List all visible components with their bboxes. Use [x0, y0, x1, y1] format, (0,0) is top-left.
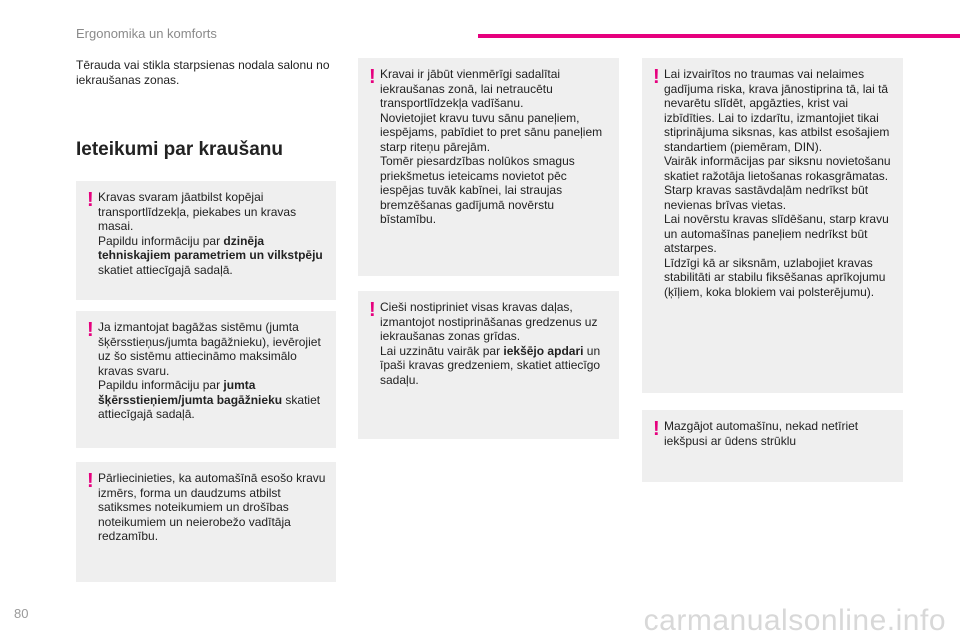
warning-icon: ! [653, 418, 660, 440]
paragraph: Pārliecinieties, ka automašīnā esošo kravu izmērs, forma un daudzums atbilst satiksmes noteikumiem un drošības noteikumiem un neierobežo vadītāja redzamību. [98, 471, 326, 543]
warning-icon: ! [653, 66, 660, 88]
paragraph: Papildu informāciju par dzinēja tehniskajiem parametriem un vilkstpēju skatiet attiecīgajā sadaļā. [98, 233, 323, 277]
warning-text [664, 419, 897, 448]
paragraph: Starp kravas sastāvdaļām nedrīkst būt nevienas brīvas vietas. [664, 183, 869, 212]
warning-box-roof [76, 311, 336, 448]
warning-box-securing [642, 58, 903, 393]
paragraph: Vairāk informācijas par siksnu novietošanu skatiet ražotāja lietošanas rokasgrāmatas. [664, 154, 891, 183]
warning-text [98, 320, 330, 422]
warning-icon: ! [87, 189, 94, 211]
paragraph: Mazgājot automašīnu, nekad netīriet iekšpusi ar ūdens strūklu [664, 419, 859, 448]
warning-text [98, 190, 330, 277]
warning-box-washing [642, 410, 903, 482]
reference-link-text: iekšējo apdari [503, 343, 584, 358]
warning-text [380, 67, 613, 227]
paragraph: Cieši nostipriniet visas kravas daļas, izmantojot nostiprināšanas gredzenus uz iekraušanas zonas grīdas. [380, 300, 598, 343]
warning-box-weight [76, 181, 336, 300]
section-heading: Ieteikumi par kraušanu [76, 139, 283, 160]
warning-icon: ! [369, 66, 376, 88]
warning-box-visibility [76, 462, 336, 582]
chapter-accent-bar [478, 34, 960, 38]
warning-icon: ! [87, 470, 94, 492]
warning-icon: ! [369, 299, 376, 321]
warning-icon: ! [87, 319, 94, 341]
paragraph: Ja izmantojat bagāžas sistēmu (jumta šķērsstieņus/jumta bagāžnieku), ievērojiet uz šo sistēmu attiecināmo maksimālo kravas svaru. [98, 320, 321, 378]
warning-text [380, 300, 613, 387]
paragraph: Lai izvairītos no traumas vai nelaimes gadījuma riska, krava jānostiprina tā, lai tā nevarētu slīdēt, apgāzties, krist vai izbīdīties. Lai to izdarītu, izmantojiet tikai stiprinājuma siksnas, kas atbilst esošajiem standartiem (piemēram, DIN). [664, 67, 890, 154]
warning-text [664, 67, 897, 299]
paragraph: Tomēr piesardzības nolūkos smagus priekšmetus ieteicams novietot pēc iespējas tuvāk kabīnei, lai straujas bremzēšanas gadījumā novērstu bīstamību. [380, 154, 575, 226]
paragraph: Novietojiet kravu tuvu sānu paneļiem, iespējams, pabīdiet to pret sānu paneļiem starp riteņu pārejām. [380, 110, 603, 154]
paragraph: Kravas svaram jāatbilst kopējai transportlīdzekļa, piekabes un kravas masai. [98, 190, 297, 233]
intro-paragraph: Tērauda vai stikla starpsienas nodala salonu no iekraušanas zonas. [76, 58, 330, 87]
paragraph: Papildu informāciju par jumta šķērsstieņiem/jumta bagāžnieku skatiet attiecīgajā sadaļā. [98, 378, 321, 421]
paragraph: Kravai ir jābūt vienmērīgi sadalītai iekraušanas zonā, lai netraucētu transportlīdzekļa vadīšanu. [380, 67, 561, 110]
reference-link-text: dzinēja tehniskajiem parametriem un vilkstpēju [98, 233, 323, 262]
paragraph: Līdzīgi kā ar siksnām, uzlabojiet kravas stabilitāti ar stabilu fiksēšanas aprīkojumu (ķīļiem, koka blokiem vai polsterējumu). [664, 255, 886, 299]
watermark: carmanualsonline.info [643, 604, 946, 637]
paragraph: Lai uzzinātu vairāk par iekšējo apdari un īpaši kravas gredzeniem, skatiet attiecīgo sadaļu. [380, 343, 601, 387]
page-number: 80 [14, 606, 29, 621]
warning-box-rings [358, 291, 619, 439]
paragraph: Lai novērstu kravas slīdēšanu, starp kravu un automašīnas paneļiem nedrīkst būt atstarpes. [664, 212, 889, 255]
chapter-title: Ergonomika un komforts [76, 26, 217, 41]
reference-link-text: jumta šķērsstieņiem/jumta bagāžnieku [98, 378, 283, 407]
warning-text [98, 471, 330, 544]
warning-box-distribution [358, 58, 619, 276]
